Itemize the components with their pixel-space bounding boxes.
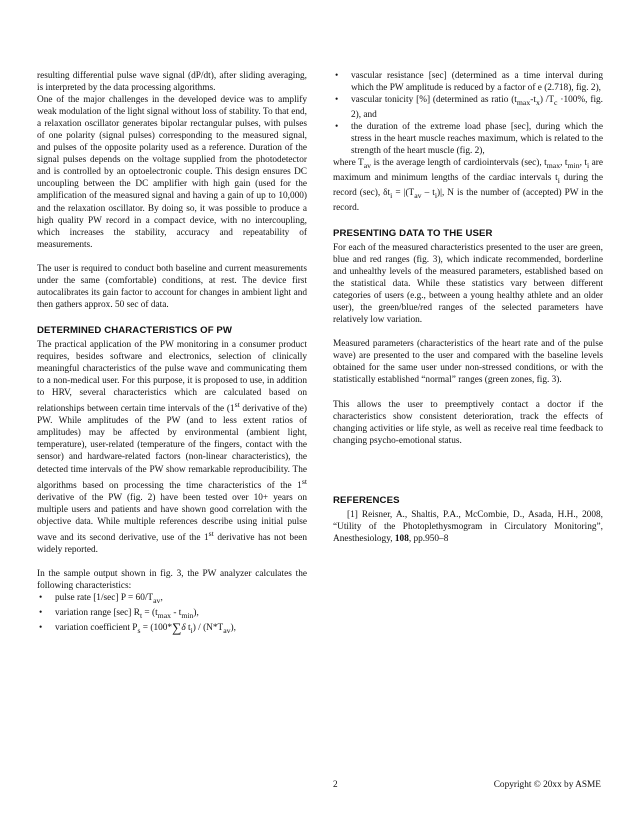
section-heading-determined-characteristics: DETERMINED CHARACTERISTICS OF PW (37, 324, 233, 336)
page-number: 2 (333, 780, 338, 790)
list-item-variation-range: • variation range [sec] $R_t = (t_{max} - t_{min})$, (37, 607, 307, 622)
section-heading-references: REFERENCES (333, 494, 400, 506)
characteristics-list-continued (333, 70, 603, 157)
paragraph-relaxation-oscillator: One of the major challenges in the developed device was to amplify weak modulation of the light signal without loss of stability. To that end, a relaxation oscillator generates bipolar rectangular pulses, with pulses of one polarity (signal pulses) corresponding to the measured signal, and pulses of the opposite polarity used as a reference. Duration of the signal pulses depends on the voltage supplied from the photodetector and is controlled by an optoelectronic couple. This design ensures DC uncoupling between the DC amplifier with high gain (used for the amplification of the measured signal and having a gain of up to 10,000) and the relaxation oscillator. By doing so, it was possible to produce a high quality PW record in a compact device, with no intercoupling, which increases the stability, accuracy and repeatability of measurements. (37, 95, 307, 250)
delta-symbol: δ (181, 622, 186, 633)
list-item-vascular-tonicity: • vascular tonicity [%] (determined as ratio $(t_{max}-t_x)$ $/T_c \cdot 100\%$, fig. 2), and (333, 94, 603, 121)
paragraph-baseline-comparison: Measured parameters (characteristics of the heart rate and of the pulse wave) are presented to the user and compared with the baseline levels obtained for the same user under non-stressed conditions, or with the statistically established “normal” ranges (green zones, fig. 3). (333, 339, 603, 386)
list-item-variation-coefficient: • variation coefficient $P_s = (100*\sum\delta$ $t_i) / (N*T_{av})$, (37, 622, 307, 637)
list-item-pulse-rate: • pulse rate [1/sec] $P = 60/T_{av}$, (37, 592, 307, 607)
paragraph-pw-characteristics: The practical application of the PW monitoring in a consumer product requires, besides software and electronics, selection of clinically meaningful characteristics of the pulse wave and communicating them to a non-medical user. For this purpose, it is proposed to use, in addition to HRV, several characteristics which are calculated based on relationships between certain time intervals of the (1st derivative of the) PW. While amplitudes of the PW (and to less extent ratios of amplitudes) may be affected by environmental (ambient light, temperature), user-related (temperature of the fingers, contact with the sensor) and hardware-related factors (non-linear characteristics), the detected time intervals of the PW show remarkable reproducibility. The algorithms based on processing the time characteristics of the 1st derivative of the PW (fig. 2) have been tested over 10+ years on multiple users and patients and have shown good correlation with the objective data. While multiple references describe using initial pulse wave and its second derivative, use of the 1st derivative has not been widely reported. (37, 339, 307, 555)
copyright-notice: Copyright © 20xx by ASME (493, 780, 601, 790)
right-column (333, 70, 603, 545)
section-heading-presenting-data: PRESENTING DATA TO THE USER (333, 227, 493, 239)
reference-item-1: [1] Reisner, A., Shaltis, P.A., McCombie, D., Asada, H.H., 2008, “Utility of the Photoplethysmogram in Circulatory Monitoring”, Anesthesiology, 108, pp.950–8 (333, 509, 603, 544)
left-column (37, 70, 307, 637)
paragraph-sample-output: In the sample output shown in fig. 3, the PW analyzer calculates the following characteristics: (37, 569, 307, 592)
paragraph-signal-processing: resulting differential pulse wave signal (dP/dt), after sliding averaging, is interpreted by the data processing algorithms. (37, 71, 307, 94)
paragraph-measurement-conditions: The user is required to conduct both baseline and current measurements under the same (comfortable) conditions, at rest. The device first autocalibrates its gain factor to account for changes in ambient light and then gathers approx. 50 sec of data. (37, 263, 307, 310)
paragraph-color-ranges: For each of the measured characteristics presented to the user are green, blue and red ranges (fig. 3), which indicate recommended, borderline and unhealthy levels of the measured parameters, established based on the statistical data. While these statistics vary between different categories of users (e.g., between a young healthy athlete and an older user), the green/blue/red ranges of the selected parameters have relatively low variation. (333, 243, 603, 326)
list-item-vascular-resistance: • vascular resistance [sec] (determined as a time interval during which the PW amplitude is reduced by a factor of e (2.718), fig. 2), (333, 70, 603, 94)
paragraph-user-benefits: This allows the user to preemptively contact a doctor if the characteristics show consistent deterioration, track the effects of changing activities or life style, as well as receive real time feedback to changing psycho-emotional status. (333, 399, 603, 446)
paragraph-variable-definitions: where $T_{av}$ is the average length of cardiointervals (sec), $t_{max}$, $t_{min}$, $t_i$ are maximum and minimum lengths of the cardiac intervals $t_i$ during the record (sec), $\delta t_i = |(T_{av} - t_i)|$, N is the number of (accepted) PW in the record. (333, 158, 604, 213)
list-item-extreme-load-phase: • the duration of the extreme load phase [sec], during which the stress in the heart muscle reaches maximum, which is related to the strength of the heart muscle (fig. 2), (333, 121, 603, 157)
sum-symbol: ∑ (172, 619, 182, 635)
characteristics-list (37, 592, 307, 637)
